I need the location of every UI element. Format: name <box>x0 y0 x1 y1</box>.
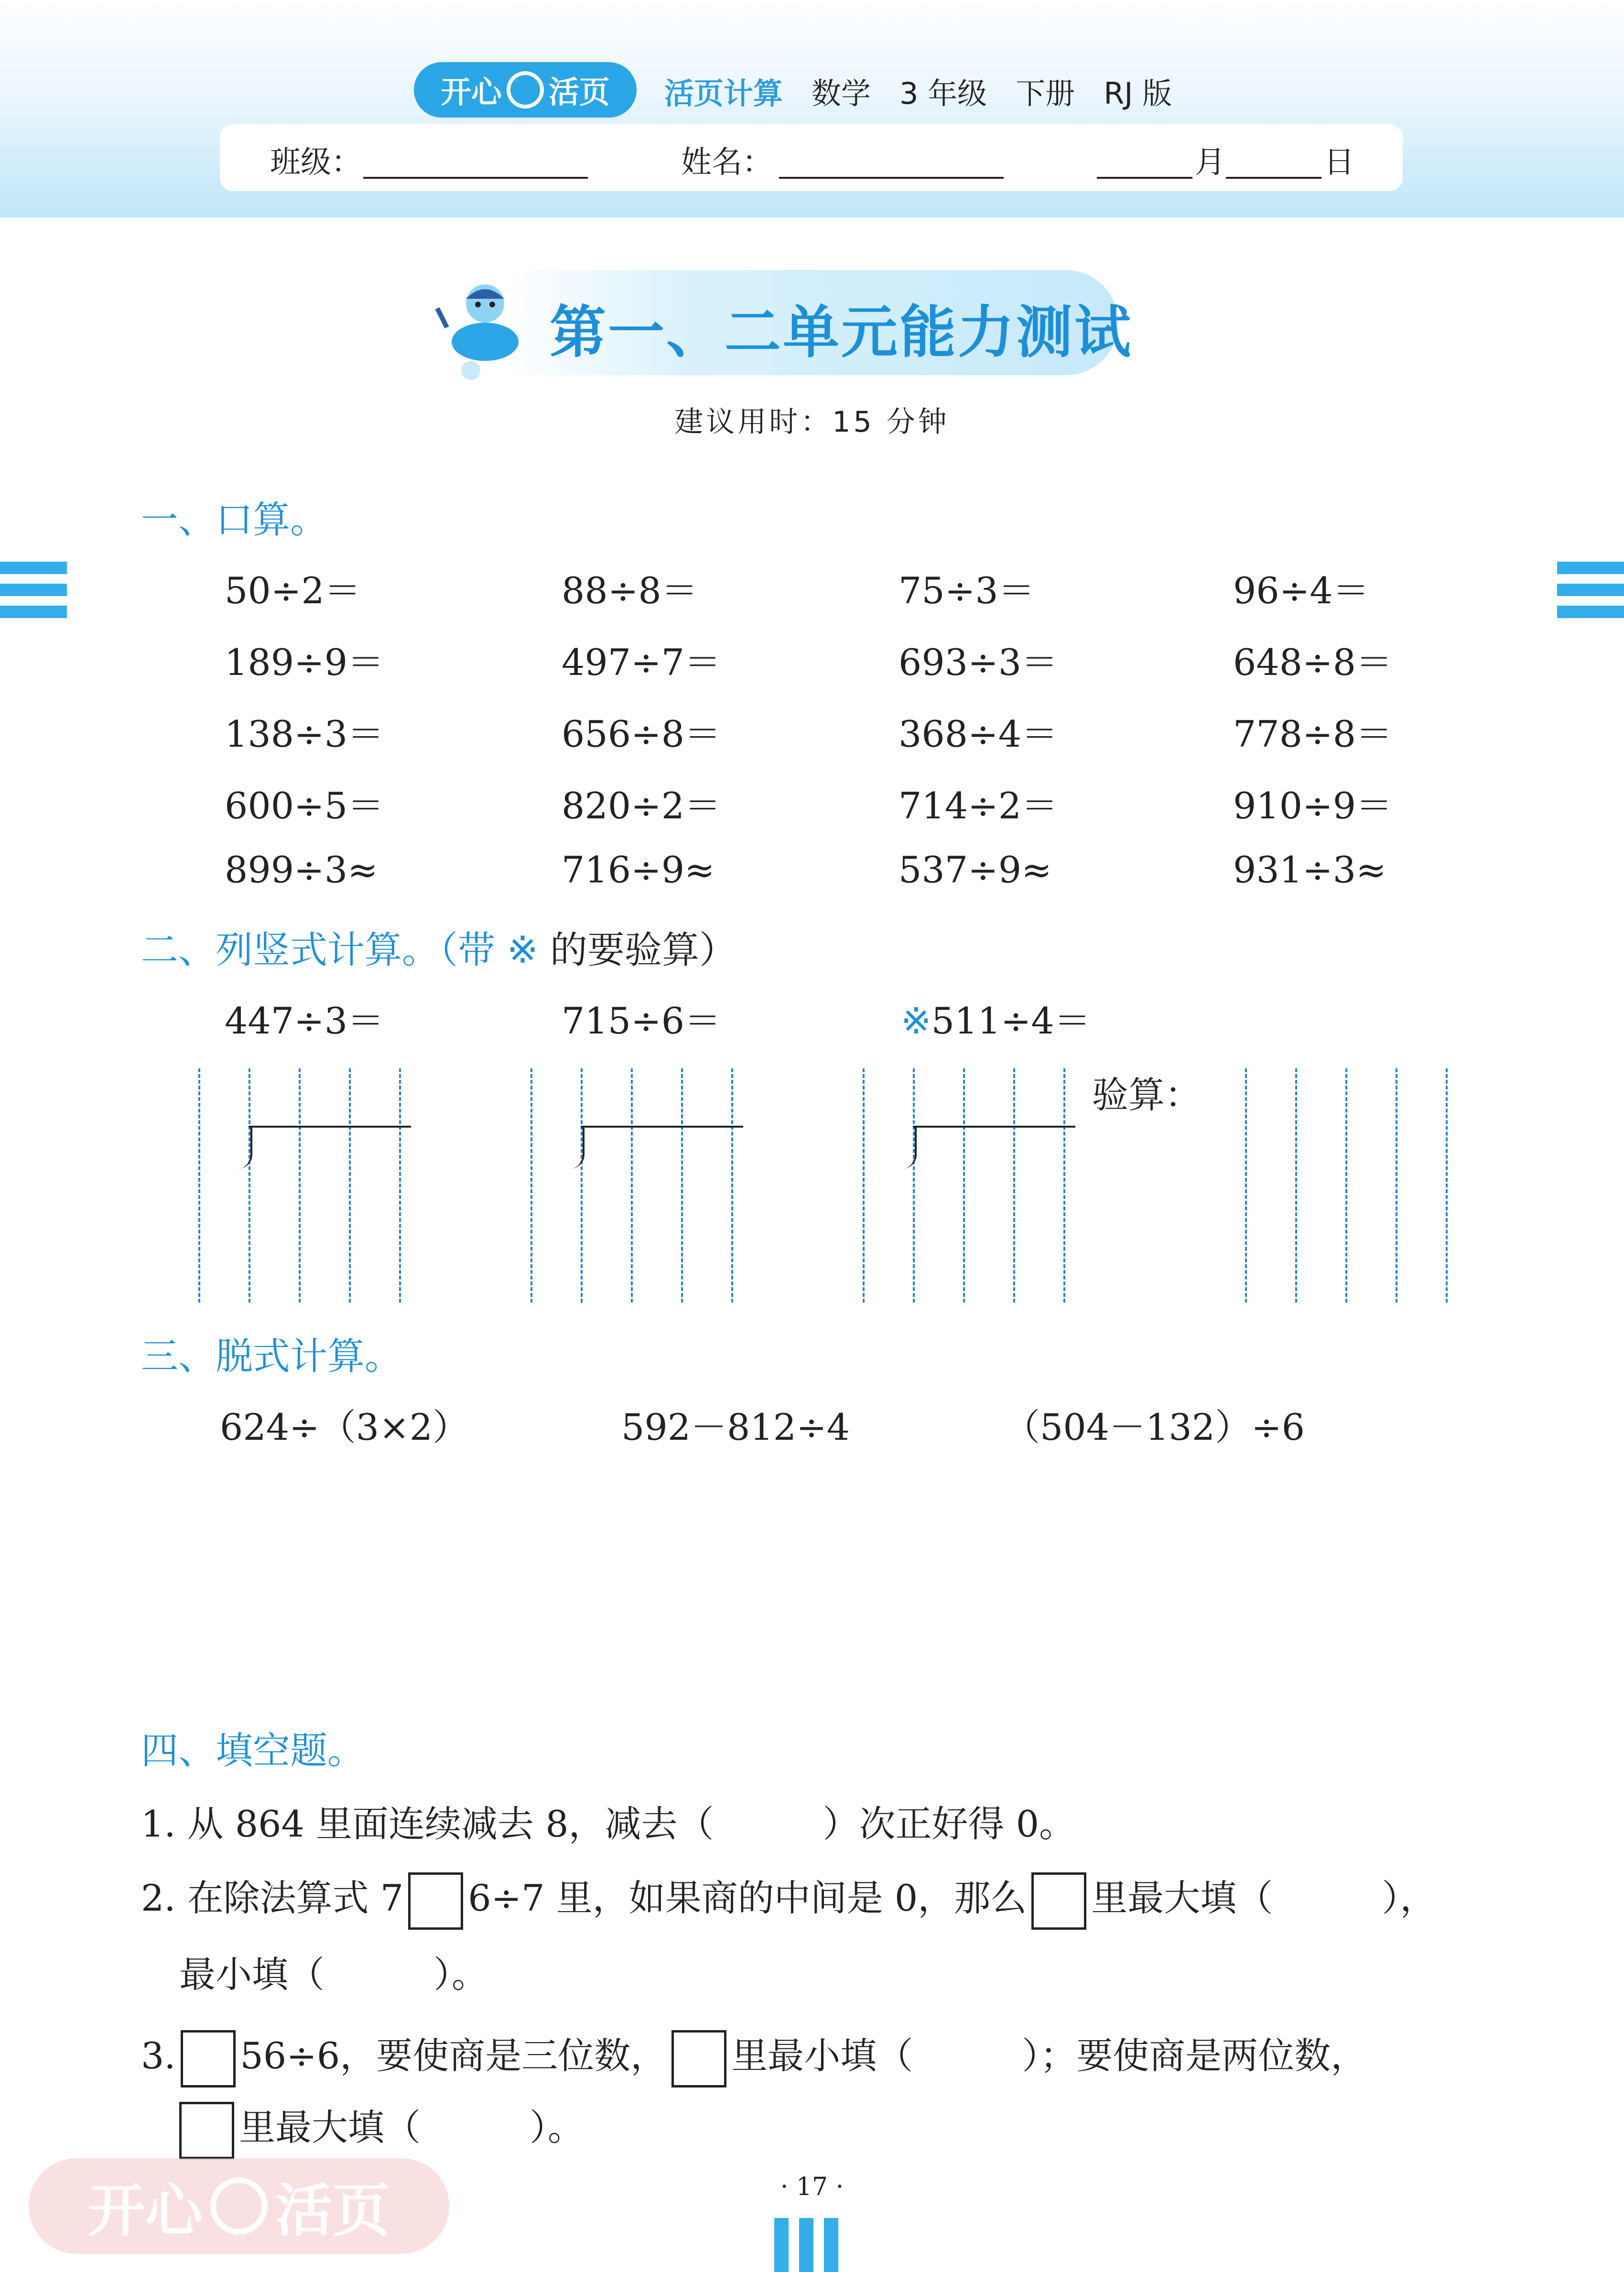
day-label: 日 <box>1324 145 1354 180</box>
time-hint: 建议用时：15 分钟 <box>674 405 950 439</box>
mental-math-item: 96÷4＝ <box>1233 569 1369 612</box>
mental-math-item: 189÷9＝ <box>225 641 384 684</box>
guide-line <box>531 1068 532 1303</box>
answer-box[interactable] <box>179 2102 234 2159</box>
check-guide-line <box>1345 1068 1347 1303</box>
brand-swirl-icon <box>507 71 544 109</box>
volume: 下册 <box>1016 76 1075 111</box>
subject: 数学 <box>812 76 871 111</box>
check-guide-line <box>1446 1068 1448 1303</box>
section3-title: 三、脱式计算。 <box>141 1335 402 1378</box>
name-label: 姓名： <box>681 145 773 180</box>
guide-line <box>631 1068 633 1303</box>
check-guide-line <box>1245 1068 1247 1303</box>
fill-question-3: 3. 56÷6，要使商是三位数， 里最小填（ ）；要使商是两位数， <box>141 2027 1367 2087</box>
mascot-icon <box>428 270 542 385</box>
edition: RJ 版 <box>1104 76 1172 111</box>
mental-math-item: 716÷9≈ <box>562 848 715 891</box>
check-required-mark: ※ <box>901 1000 931 1042</box>
long-division-problem-3: ※511÷4＝ <box>901 1000 1091 1042</box>
page-title: 第一、二单元能力测试 <box>550 299 1133 365</box>
mental-math-item: 714÷2＝ <box>899 784 1058 827</box>
check-guide-line <box>1396 1068 1397 1303</box>
mental-math-item: 931÷3≈ <box>1233 848 1386 891</box>
mental-math-item: 75÷3＝ <box>899 569 1035 612</box>
bottom-bars <box>774 2218 851 2272</box>
mental-math-item: 600÷5＝ <box>225 784 384 827</box>
section1-title: 一、口算。 <box>141 499 328 542</box>
page-number: · 17 · <box>780 2173 844 2201</box>
class-field[interactable] <box>363 177 588 179</box>
section2-title-prefix: 二、列竖式计算。（带 <box>141 929 507 972</box>
mental-math-item: 693÷3＝ <box>899 641 1058 684</box>
class-label: 班级： <box>270 145 362 180</box>
series-name: 活页计算 <box>664 76 783 111</box>
mental-math-item: 656÷8＝ <box>562 713 721 755</box>
mental-math-item: 537÷9≈ <box>899 848 1052 891</box>
guide-line <box>399 1068 401 1303</box>
long-division-problem-2: 715÷6＝ <box>562 1000 721 1042</box>
mental-math-item: 50÷2＝ <box>225 569 361 612</box>
guide-line <box>581 1068 583 1303</box>
guide-line <box>249 1068 250 1303</box>
section2-title-mark: ※ <box>507 929 539 972</box>
answer-box[interactable] <box>408 1872 463 1930</box>
section2-title <box>141 920 736 974</box>
guide-line <box>349 1068 351 1303</box>
guide-line <box>1013 1068 1015 1303</box>
guide-line <box>913 1068 915 1303</box>
stepwise-problem-1: 624÷（3×2） <box>220 1406 469 1448</box>
fill-question-3-cont: 里最大填（ ）。 <box>174 2098 584 2159</box>
mental-math-item: 778÷8＝ <box>1233 713 1393 755</box>
brand-left: 开心 <box>441 75 502 110</box>
check-label: 验算： <box>1092 1074 1201 1116</box>
answer-box[interactable] <box>181 2030 236 2087</box>
right-side-bars <box>1557 562 1624 643</box>
brand-logo <box>414 62 637 118</box>
mental-math-item: 820÷2＝ <box>562 784 721 827</box>
mental-math-item: 368÷4＝ <box>899 713 1058 755</box>
day-field[interactable] <box>1226 177 1321 179</box>
section4-title: 四、填空题。 <box>141 1729 365 1772</box>
guide-line <box>198 1068 200 1303</box>
fill-question-2-cont: 最小填（ ）。 <box>179 1953 488 1996</box>
month-field[interactable] <box>1097 177 1192 179</box>
header-subtitle <box>664 67 1172 115</box>
long-division-problem-1: 447÷3＝ <box>225 1000 384 1042</box>
check-guide-line <box>1295 1068 1297 1303</box>
mental-math-item: 899÷3≈ <box>225 848 378 891</box>
fill-question-2: 2. 在除法算式 7 6÷7 里，如果商的中间是 0，那么 里最大填（ ）， <box>141 1869 1436 1930</box>
mental-math-item: 497÷7＝ <box>562 641 721 684</box>
mental-math-item: 88÷8＝ <box>562 569 698 612</box>
stepwise-problem-2: 592－812÷4 <box>621 1406 850 1448</box>
section2-title-suffix: 的要验算） <box>538 929 736 972</box>
guide-line <box>681 1068 683 1303</box>
guide-line <box>1063 1068 1065 1303</box>
left-side-bars <box>0 562 67 643</box>
month-label: 月 <box>1195 145 1225 180</box>
mental-math-item: 138÷3＝ <box>225 713 384 755</box>
guide-line <box>863 1068 865 1303</box>
fill-question-1: 1. 从 864 里面连续减去 8，减去（ ）次正好得 0。 <box>141 1803 1076 1845</box>
name-field[interactable] <box>779 177 1004 179</box>
grade: 3 年级 <box>899 76 987 111</box>
brand-right: 活页 <box>549 75 610 110</box>
guide-line <box>299 1068 301 1303</box>
stepwise-problem-3: （504－132）÷6 <box>1004 1406 1305 1448</box>
answer-box[interactable] <box>671 2030 726 2087</box>
mental-math-item: 910÷9＝ <box>1233 784 1393 827</box>
mental-math-item: 648÷8＝ <box>1233 641 1393 684</box>
student-info-bar <box>220 124 1403 191</box>
answer-box[interactable] <box>1031 1872 1086 1930</box>
brand-watermark: 开心 活页 <box>29 2158 449 2254</box>
guide-line <box>963 1068 965 1303</box>
guide-line <box>731 1068 733 1303</box>
